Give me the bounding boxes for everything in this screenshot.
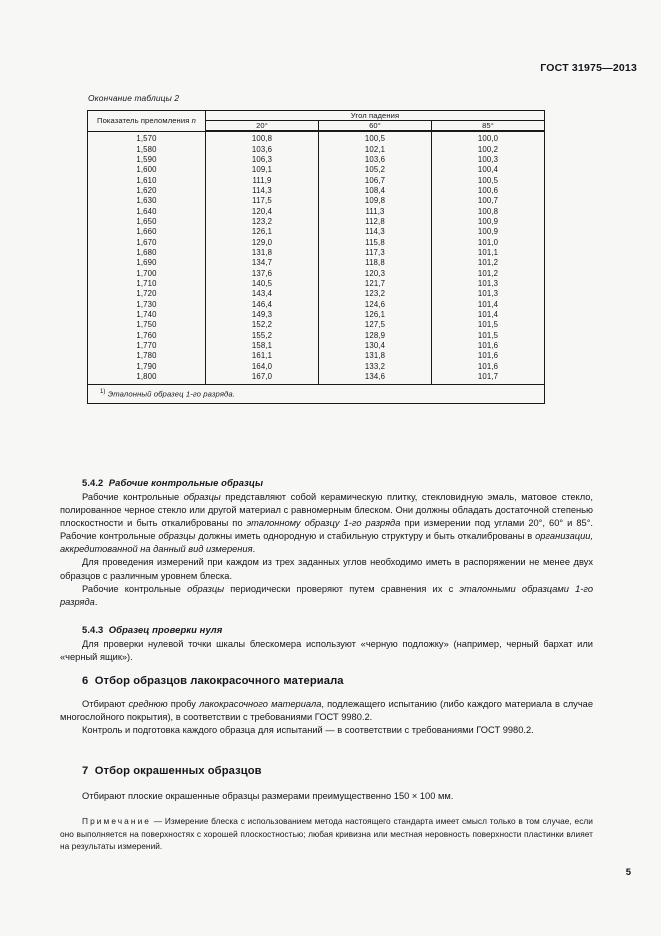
cell-gloss-value: 112,8	[319, 217, 432, 227]
cell-gloss-value: 114,3	[319, 227, 432, 237]
cell-gloss-value: 101,6	[432, 362, 545, 372]
table-row	[88, 227, 545, 237]
cell-gloss-value: 101,2	[432, 258, 545, 268]
table-row	[88, 310, 545, 320]
cell-gloss-value: 129,0	[206, 237, 319, 247]
table-row	[88, 351, 545, 361]
table-row	[88, 217, 545, 227]
cell-gloss-value: 100,8	[432, 206, 545, 216]
cell-gloss-value: 100,2	[432, 144, 545, 154]
cell-gloss-value: 100,7	[432, 196, 545, 206]
cell-gloss-value: 105,2	[319, 165, 432, 175]
cell-gloss-value: 131,8	[206, 248, 319, 258]
header-angle-20: 20°	[206, 121, 319, 132]
cell-gloss-value: 126,1	[206, 227, 319, 237]
table-row	[88, 196, 545, 206]
cell-gloss-value: 158,1	[206, 341, 319, 351]
table-row	[88, 165, 545, 175]
cell-refractive-index: 1,680	[88, 248, 206, 258]
heading-5-4-2-number: 5.4.2	[82, 477, 104, 488]
table-foot	[88, 385, 545, 404]
cell-gloss-value: 117,3	[319, 248, 432, 258]
cell-gloss-value: 167,0	[206, 372, 319, 385]
header-angle-85: 85°	[432, 121, 545, 132]
cell-gloss-value: 106,3	[206, 155, 319, 165]
heading-5-4-3	[82, 624, 593, 635]
note-label: Примечание	[82, 816, 152, 827]
cell-gloss-value: 111,3	[319, 206, 432, 216]
cell-gloss-value: 103,6	[206, 144, 319, 154]
table-footnote	[88, 385, 545, 404]
cell-gloss-value: 137,6	[206, 268, 319, 278]
cell-gloss-value: 100,4	[432, 165, 545, 175]
cell-gloss-value: 109,8	[319, 196, 432, 206]
table-row	[88, 237, 545, 247]
heading-5-4-2-title: Рабочие контрольные образцы	[108, 477, 264, 488]
cell-gloss-value: 127,5	[319, 320, 432, 330]
cell-refractive-index: 1,800	[88, 372, 206, 385]
cell-gloss-value: 101,2	[432, 268, 545, 278]
cell-gloss-value: 114,3	[206, 186, 319, 196]
cell-gloss-value: 100,3	[432, 155, 545, 165]
paragraph-5-4-2-2: Для проведения измерений при каждом из трех заданных углов необходимо иметь в распоряжении не менее двух образцов с различным уровнем блеска.	[60, 557, 593, 581]
heading-6	[82, 675, 593, 687]
cell-gloss-value: 118,8	[319, 258, 432, 268]
table-row	[88, 258, 545, 268]
cell-gloss-value: 134,7	[206, 258, 319, 268]
section-5-4-3	[60, 624, 593, 664]
cell-refractive-index: 1,590	[88, 155, 206, 165]
cell-gloss-value: 101,1	[432, 248, 545, 258]
cell-refractive-index: 1,580	[88, 144, 206, 154]
cell-gloss-value: 100,5	[319, 131, 432, 144]
cell-gloss-value: 121,7	[319, 279, 432, 289]
table-head	[88, 111, 545, 132]
header-refractive-index-symbol: n	[191, 115, 196, 125]
cell-gloss-value: 101,5	[432, 331, 545, 341]
heading-6-title: Отбор образцов лакокрасочного материала	[94, 675, 344, 687]
table-row	[88, 279, 545, 289]
cell-gloss-value: 120,4	[206, 206, 319, 216]
table-footnote-row	[88, 385, 545, 404]
heading-6-number: 6	[82, 675, 89, 687]
heading-5-4-3-number: 5.4.3	[82, 624, 104, 635]
cell-refractive-index: 1,640	[88, 206, 206, 216]
cell-gloss-value: 143,4	[206, 289, 319, 299]
cell-gloss-value: 131,8	[319, 351, 432, 361]
header-refractive-index	[88, 111, 206, 132]
paragraph-5-4-2-1: Рабочие контрольные образцы представляют собой керамическую плитку, стекловидную эмаль, матовое стекло, полированное черное стекло или другой материал с равномерным блеском. Они должны обладать достаточной степенью плоскостности и быть откалиброваны по эталонному образцу 1-го разряда при измерении под углами 20°, 60° и 85°. Рабочие контрольные образцы должны иметь однородную и стабильную структуру и быть откалиброваны в организации, аккредитованной на данный вид измерения.	[60, 492, 594, 555]
table-body	[88, 131, 545, 385]
table-row	[88, 206, 545, 216]
cell-gloss-value: 130,4	[319, 341, 432, 351]
table-row	[88, 155, 545, 165]
cell-refractive-index: 1,760	[88, 331, 206, 341]
header-refractive-index-text: Показатель преломления	[97, 115, 192, 125]
cell-gloss-value: 101,5	[432, 320, 545, 330]
note-7	[60, 815, 593, 852]
table-row	[88, 248, 545, 258]
cell-gloss-value: 101,6	[432, 341, 545, 351]
header-angle-of-incidence: Угол падения	[206, 111, 545, 121]
cell-gloss-value: 152,2	[206, 320, 319, 330]
heading-5-4-3-title: Образец проверки нуля	[108, 624, 223, 635]
footnote-marker: 1)	[100, 389, 106, 396]
cell-gloss-value: 149,3	[206, 310, 319, 320]
cell-refractive-index: 1,740	[88, 310, 206, 320]
cell-gloss-value: 146,4	[206, 300, 319, 310]
section-5-4-2	[60, 477, 593, 609]
table-row	[88, 186, 545, 196]
cell-gloss-value: 100,0	[432, 131, 545, 144]
cell-gloss-value: 100,8	[206, 131, 319, 144]
cell-gloss-value: 126,1	[319, 310, 432, 320]
cell-refractive-index: 1,660	[88, 227, 206, 237]
cell-refractive-index: 1,630	[88, 196, 206, 206]
table-row	[88, 372, 545, 385]
cell-gloss-value: 155,2	[206, 331, 319, 341]
cell-gloss-value: 134,6	[319, 372, 432, 385]
cell-gloss-value: 109,1	[206, 165, 319, 175]
cell-gloss-value: 100,6	[432, 186, 545, 196]
cell-refractive-index: 1,650	[88, 217, 206, 227]
cell-refractive-index: 1,790	[88, 362, 206, 372]
table-row	[88, 268, 545, 278]
cell-refractive-index: 1,670	[88, 237, 206, 247]
paragraph-5-4-2-3: Рабочие контрольные образцы периодически проверяют путем сравнения их с эталонными образцами 1-го разряда.	[60, 583, 594, 607]
table-row	[88, 300, 545, 310]
cell-gloss-value: 120,3	[319, 268, 432, 278]
cell-refractive-index: 1,570	[88, 131, 206, 144]
paragraph-6-2: Контроль и подготовка каждого образца для испытаний — в соответствии с требованиями ГОСТ 9980.2.	[82, 725, 534, 736]
table-row	[88, 144, 545, 154]
paragraph-6-1: Отбирают среднюю пробу лакокрасочного материала, подлежащего испытанию (либо каждого материала в случае многослойного покрытия), в соответствии с требованиями ГОСТ 9980.2.	[60, 699, 594, 723]
paragraph-7-1: Отбирают плоские окрашенные образцы размерами преимущественно 150 × 100 мм.	[82, 791, 454, 801]
section-7	[60, 765, 593, 852]
cell-gloss-value: 115,8	[319, 237, 432, 247]
cell-gloss-value: 111,9	[206, 175, 319, 185]
cell-gloss-value: 128,9	[319, 331, 432, 341]
cell-refractive-index: 1,620	[88, 186, 206, 196]
cell-refractive-index: 1,690	[88, 258, 206, 268]
refractive-index-table	[87, 110, 545, 404]
cell-gloss-value: 123,2	[206, 217, 319, 227]
heading-7-number: 7	[82, 765, 89, 777]
footnote-text: Эталонный образец 1-го разряда.	[105, 389, 235, 399]
cell-gloss-value: 106,7	[319, 175, 432, 185]
cell-gloss-value: 108,4	[319, 186, 432, 196]
table-row	[88, 289, 545, 299]
heading-7-title: Отбор окрашенных образцов	[94, 765, 262, 777]
table-caption: Окончание таблицы 2	[88, 93, 180, 103]
cell-gloss-value: 101,7	[432, 372, 545, 385]
cell-gloss-value: 123,2	[319, 289, 432, 299]
table-row	[88, 362, 545, 372]
cell-gloss-value: 117,5	[206, 196, 319, 206]
page-number: 5	[625, 867, 631, 878]
cell-gloss-value: 100,5	[432, 175, 545, 185]
section-6	[60, 675, 593, 737]
table-row	[88, 341, 545, 351]
cell-gloss-value: 103,6	[319, 155, 432, 165]
cell-refractive-index: 1,600	[88, 165, 206, 175]
cell-gloss-value: 102,1	[319, 144, 432, 154]
header-angle-60: 60°	[319, 121, 432, 132]
cell-gloss-value: 101,6	[432, 351, 545, 361]
cell-gloss-value: 133,2	[319, 362, 432, 372]
cell-gloss-value: 164,0	[206, 362, 319, 372]
cell-gloss-value: 101,0	[432, 237, 545, 247]
heading-7	[82, 765, 593, 777]
cell-refractive-index: 1,700	[88, 268, 206, 278]
cell-gloss-value: 101,3	[432, 289, 545, 299]
table-row	[88, 175, 545, 185]
cell-gloss-value: 124,6	[319, 300, 432, 310]
cell-refractive-index: 1,730	[88, 300, 206, 310]
table-row	[88, 131, 545, 144]
cell-gloss-value: 101,4	[432, 310, 545, 320]
cell-gloss-value: 100,9	[432, 217, 545, 227]
table-row	[88, 331, 545, 341]
cell-gloss-value: 101,3	[432, 279, 545, 289]
cell-gloss-value: 101,4	[432, 300, 545, 310]
cell-refractive-index: 1,720	[88, 289, 206, 299]
note-text: — Измерение блеска с использованием метода настоящего стандарта имеет смысл только в том случае, если оно выполняется на поверхностях с хорошей плоскостностью; любая кривизна или местная неровность поверхности пластинки влияет на результаты измерений.	[60, 816, 593, 851]
cell-gloss-value: 161,1	[206, 351, 319, 361]
table-row	[88, 320, 545, 330]
cell-refractive-index: 1,780	[88, 351, 206, 361]
cell-gloss-value: 140,5	[206, 279, 319, 289]
running-head: ГОСТ 31975—2013	[540, 62, 637, 74]
cell-refractive-index: 1,610	[88, 175, 206, 185]
cell-refractive-index: 1,770	[88, 341, 206, 351]
heading-5-4-2	[82, 477, 593, 488]
cell-refractive-index: 1,710	[88, 279, 206, 289]
cell-refractive-index: 1,750	[88, 320, 206, 330]
cell-gloss-value: 100,9	[432, 227, 545, 237]
paragraph-5-4-3-1: Для проверки нулевой точки шкалы блескомера используют «черную подложку» (например, черный бархат или «черный ящик»).	[60, 639, 593, 663]
table-head-row-top	[88, 111, 545, 121]
